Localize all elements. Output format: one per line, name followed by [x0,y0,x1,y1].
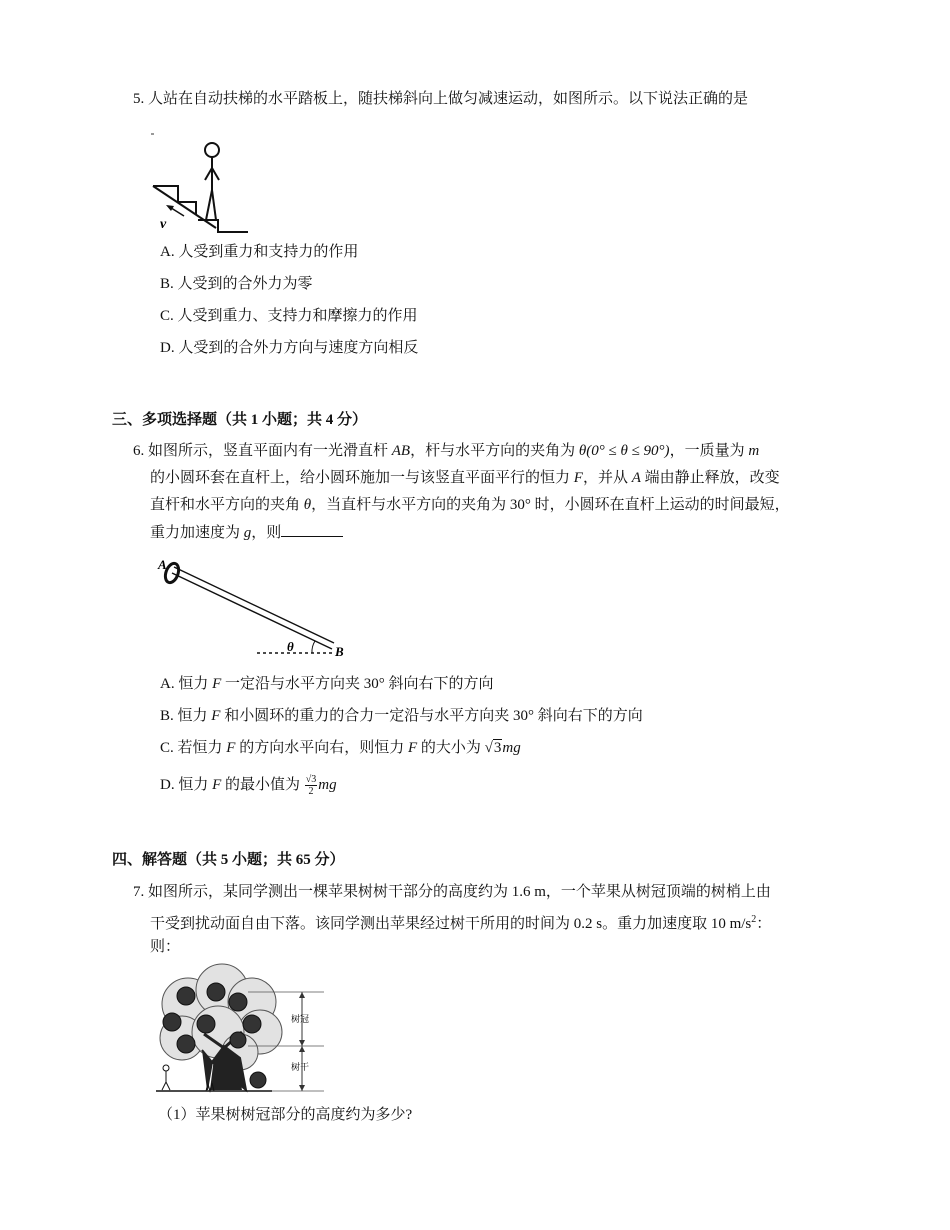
q6-option-text: 的大小为 [417,740,485,756]
q6-option-c[interactable]: C. 若恒力 F 的方向水平向右，则恒力 F 的大小为 √3mg [160,740,521,756]
q6-option-a[interactable] [160,674,494,694]
q7-apple-tree-figure [152,962,330,1096]
q5-number: 5. [133,91,145,107]
q6-text: 的小圆环套在直杆上，给小圆环施加一与该竖直平面平行的恒力 [150,470,574,486]
q5-stem: 人站在自动扶梯的水平踏板上，随扶梯斜向上做匀减速运动，如图所示。以下说法正确的是 [148,91,749,107]
q6-option-text: B. 恒力 [160,708,212,724]
q6-math-f: F [211,708,221,724]
q6-option-text: C. 若恒力 [160,740,227,756]
q6-math-f: F [573,470,583,486]
q6-option-text: 和小圆环的重力的合力一定沿与水平方向夹 30° 斜向右下的方向 [220,708,643,724]
q6-label-theta: θ [287,639,294,654]
q6-text: 重力加速度为 [150,525,244,541]
q6-option-d[interactable] [160,774,337,797]
q6-option-text: A. 恒力 [160,676,213,692]
q6-text: 直杆和水平方向的夹角 [150,497,304,513]
q7-line1 [133,882,771,902]
q6-math-m: m [748,443,760,459]
q5-stem-line [133,89,748,109]
q6-label-b: B [335,644,344,659]
section4-title: 四、解答题（共 5 小题；共 65 分） [112,852,345,868]
q6-math-mg: mg [502,740,521,756]
q6-sqrt-value: 3 [493,740,502,756]
q5-v-label: v [160,217,167,232]
q6-text: 端由静止释放，改变 [640,470,780,486]
q7-superscript: 2 [751,914,757,925]
q6-math-theta-range: θ(0° ≤ θ ≤ 90°) [578,443,670,459]
q6-line1 [133,441,759,461]
q6-math-mg: mg [318,776,337,793]
q7-line2 [150,910,771,934]
q6-line3 [150,495,790,515]
q6-math-f: F [212,676,222,692]
q5-option-a[interactable]: A. 人受到重力和支持力的作用 [160,244,359,260]
q5-option-c[interactable]: C. 人受到重力、支持力和摩擦力的作用 [160,308,418,324]
q6-math-a: A [631,470,641,486]
q6-option-text: 的最小值为 [221,776,304,793]
q6-text: ，则 [251,525,282,541]
q6-text: ，杆与水平方向的夹角为 [410,443,579,459]
q6-fraction [305,774,318,797]
q6-math-theta: θ [303,497,312,513]
q6-text: 如图所示，竖直平面内有一光滑直杆 [148,443,392,459]
q6-math-f: F [226,740,236,756]
q6-number: 6. [133,443,145,459]
q7-line3: 则： [150,939,181,955]
q6-line2 [150,468,780,488]
q7-number: 7. [133,884,145,900]
q6-option-b[interactable] [160,706,643,726]
q6-option-text: 一定沿与水平方向夹 30° 斜向右下的方向 [221,676,494,692]
q7-text: 如图所示，某同学测出一棵苹果树树干部分的高度约为 1.6 m，一个苹果从树冠顶端的树梢上由 [148,884,771,900]
q6-math-ab: AB [391,443,411,459]
q6-text: ，并从 [582,470,632,486]
section3-title: 三、多项选择题（共 1 小题；共 4 分） [112,412,368,428]
q6-math-f: F [407,740,418,756]
q6-rod-figure [152,555,362,665]
q7-label-trunk: 树干 [291,1063,310,1073]
q6-math-f: F [212,776,222,793]
q6-option-text: D. 恒力 [160,776,213,793]
q5-option-d[interactable]: D. 人受到的合外力方向与速度方向相反 [160,340,419,356]
q6-answer-blank[interactable] [281,522,343,537]
q6-text: ，一质量为 [669,443,749,459]
q6-fraction-denominator: 2 [308,786,314,797]
q7-subquestion-1: （1）苹果树树冠部分的高度约为多少? [158,1107,413,1123]
q7-text: 干受到扰动面自由下落。该同学测出苹果经过树干所用的时间为 0.2 s。重力加速度取 10 m/s [150,916,752,932]
q6-fraction-numerator: √3 [305,774,317,785]
q5-option-b[interactable]: B. 人受到的合外力为零 [160,276,313,292]
q7-text: ： [756,916,772,932]
q6-math-g: g [243,525,252,541]
q5-escalator-figure [148,128,258,240]
q7-label-crown: 树冠 [291,1015,310,1025]
q6-line4 [150,522,343,543]
q6-option-text: 的方向水平向右，则恒力 [235,740,408,756]
q6-label-a: A [158,557,167,572]
q6-text: ，当直杆与水平方向的夹角为 30° 时，小圆环在直杆上运动的时间最短， [311,497,790,513]
